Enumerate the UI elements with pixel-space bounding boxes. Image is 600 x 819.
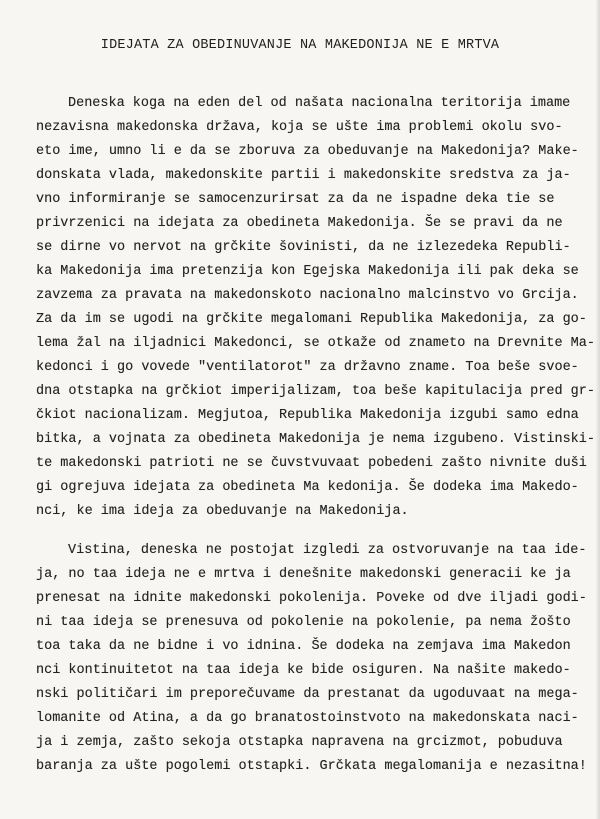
text-line: baranja za ušte pogolemi otstapki. Grčkata megalomanija e nezasitna!	[36, 759, 587, 774]
text-line: toa taka da ne bidne i vo idnina. Še dodeka na zemjava ima Makedon	[36, 639, 571, 654]
text-line: nci, ke ima ideja za obeduvanje na Makedonija.	[36, 504, 409, 519]
text-line: gi ogrejuva idejata za obedineta Ma kedonija. Še dodeka ima Makedo-	[36, 480, 579, 495]
text-line: te makedonski patrioti ne se čuvstvuvaat pobedeni zašto nivnite duši	[36, 456, 587, 471]
text-line: Za da im se ugodi na grčkite megalomani Republika Makedonija, za go-	[36, 312, 587, 327]
text-line: Vistina, deneska ne postojat izgledi za ostvoruvanje na taa ide-	[68, 543, 587, 558]
text-line: prenesat na idnite makedonski pokolenija. Poveke od dve iljadi godi-	[36, 591, 587, 606]
text-line: lomanite od Atina, a da go branatostoinstvoto na makedonskata naci-	[36, 711, 579, 726]
text-line: ja i zemja, zašto sekoja otstapka napravena na grcizmot, pobuduva	[36, 735, 563, 750]
text-line: nezavisna makedonska država, koja se ušte ima problemi okolu svo-	[36, 120, 563, 135]
text-line: se dirne vo nervot na grčkite šovinisti, da ne izlezedeka Republi-	[36, 240, 571, 255]
text-line: zavzema za pravata na makedonskoto nacionalno malcinstvo vo Grcija.	[36, 288, 579, 303]
text-line: lema žal na iljadnici Makedonci, se otkaže od znameto na Drevnite Ma-	[36, 336, 595, 351]
text-line: dna otstapka na grčkiot imperijalizam, toa beše kapitulacija pred gr-	[36, 384, 595, 399]
text-line: kedonci i go vovede "ventilatorot" za državno zname. Toa beše svoe-	[36, 360, 579, 375]
document-title: IDEJATA ZA OBEDINUVANJE NA MAKEDONIJA NE E MRTVA	[100, 38, 500, 53]
text-line: eto ime, umno li e da se zboruva za obeduvanje na Makedonija? Make-	[36, 144, 579, 159]
text-line: vno informiranje se samocenzurirsat za da ne ispadne deka tie se	[36, 192, 555, 207]
text-line: privrzenici na idejata za obedineta Makedonija. Še se pravi da ne	[36, 216, 563, 231]
text-line: ka Makedonija ima pretenzija kon Egejska Makedonija ili pak deka se	[36, 264, 579, 279]
text-line: ni taa ideja se prenesuva od pokolenie na pokolenie, pa nema žošto	[36, 615, 571, 630]
text-line: donskata vlada, makedonskite partii i makedonskite sredstva za ja-	[36, 168, 571, 183]
text-line: čkiot nacionalizam. Megjutoa, Republika Makedonija izgubi samo edna	[36, 408, 579, 423]
text-line: ja, no taa ideja ne e mrtva i denešnite makedonski generacii ke ja	[36, 567, 571, 582]
text-line: Deneska koga na eden del od našata nacionalna teritorija imame	[68, 96, 571, 111]
text-line: nci kontinuitetot na taa ideja ke bide osiguren. Na našite makedo-	[36, 663, 571, 678]
text-line: bitka, a vojnata za obedineta Makedonija je nema izgubeno. Vistinski-	[36, 432, 595, 447]
page-edge-shadow	[596, 0, 600, 819]
text-line: nski političari im preporečuvame da prestanat da ugoduvaat na mega-	[36, 687, 579, 702]
